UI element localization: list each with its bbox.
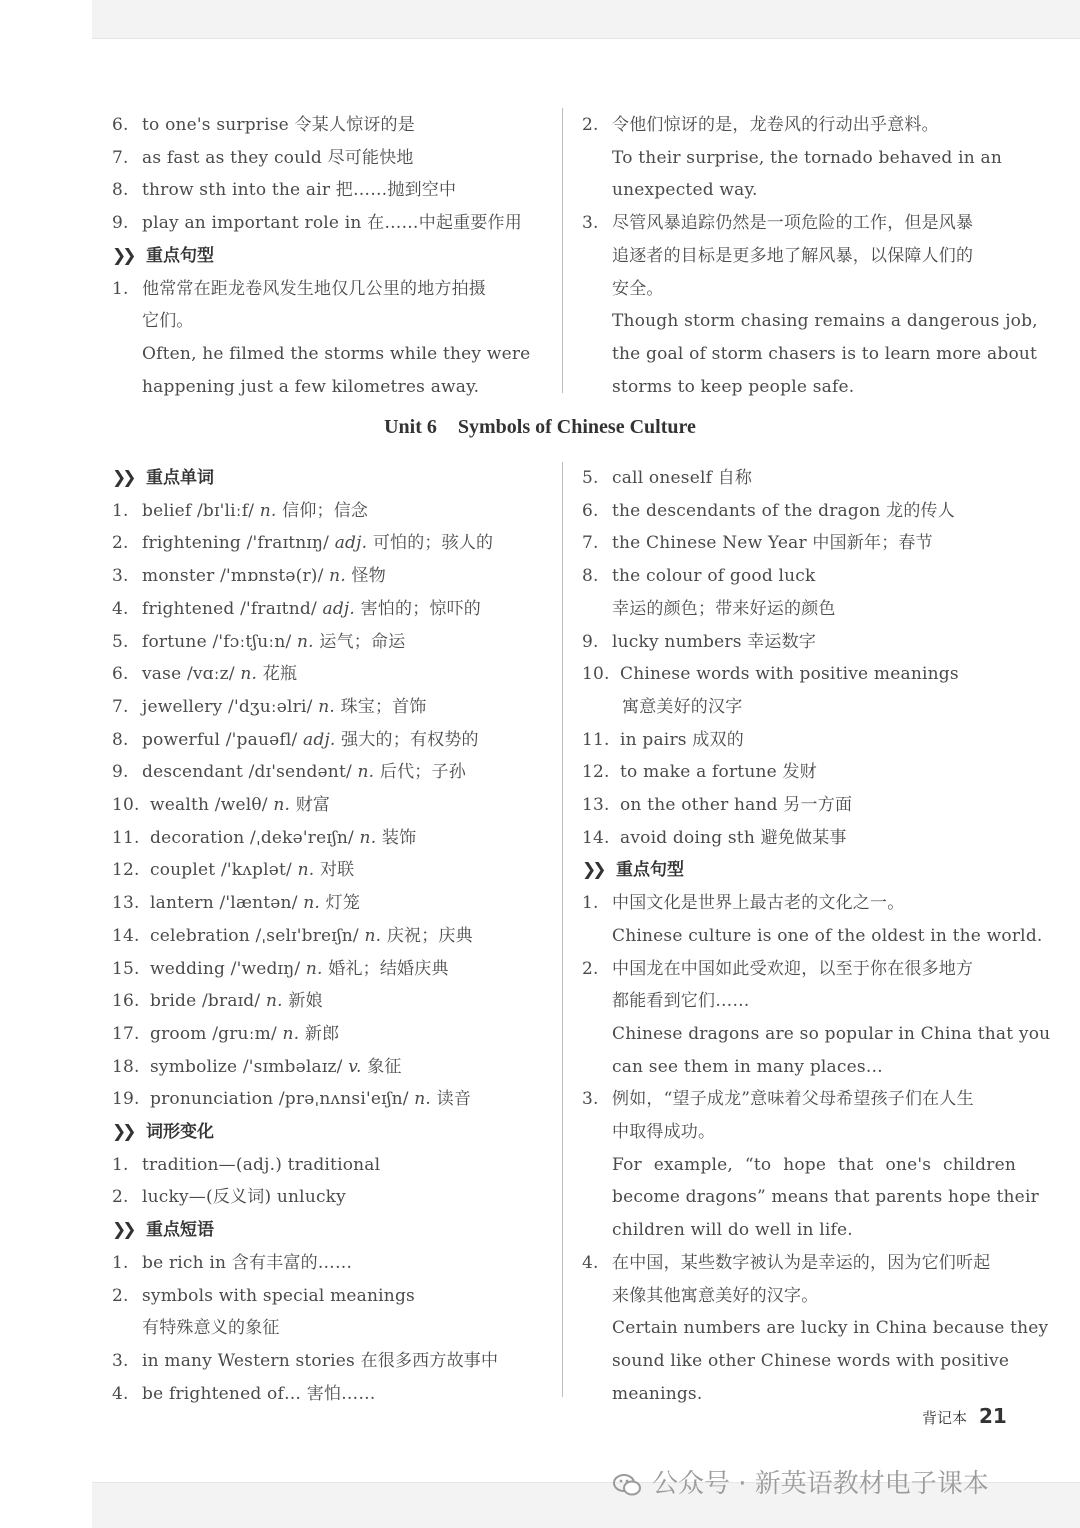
item-text: Though storm chasing remains a dangerous job,: [612, 311, 1038, 332]
text-line: [582, 305, 1038, 338]
item-text: to one's surprise 令某人惊讶的是: [142, 115, 415, 135]
text-line: [582, 1149, 1016, 1182]
item-text: 安全。: [612, 278, 664, 299]
word-word: fortune: [142, 631, 207, 652]
word-cn: 庆祝；庆典: [386, 925, 473, 946]
word-cn: 财富: [295, 795, 331, 815]
text-line: [112, 273, 544, 306]
word-pos: n.: [240, 664, 258, 685]
word-entry: [112, 724, 544, 757]
word-cn: 婚礼；结婚庆典: [328, 958, 449, 979]
item-text: 都能看到它们……: [612, 991, 750, 1012]
word-text: [150, 1083, 471, 1116]
watermark-text: 公众号 · 新英语教材电子课本: [652, 1469, 989, 1499]
item-text: in pairs 成双的: [620, 729, 744, 750]
word-pos: n.: [305, 958, 323, 979]
word-entry: [112, 887, 544, 920]
word-ipa: /gruːm/: [212, 1023, 277, 1044]
item-text: 寓意美好的汉字: [622, 696, 743, 717]
page-footer: [922, 1404, 1007, 1428]
item-text: be rich in 含有丰富的……: [142, 1252, 353, 1273]
item-text: on the other hand 另一方面: [620, 795, 853, 815]
text-line: [582, 495, 1016, 528]
section-heading: [112, 462, 214, 495]
item-text: 他常常在距龙卷风发生地仅几公里的地方拍摄: [142, 278, 486, 299]
item-number: 7.: [582, 533, 599, 554]
item-number: 8.: [112, 729, 129, 750]
section-heading: [582, 854, 684, 887]
double-chevron-icon: ❯❯: [112, 245, 133, 266]
watermark: [612, 1463, 989, 1500]
word-pos: n.: [414, 1089, 432, 1110]
item-number: 9.: [112, 762, 129, 783]
text-line: [112, 1149, 544, 1182]
item-number: 19.: [112, 1089, 140, 1110]
text-line: [582, 560, 1016, 593]
item-text: 它们。: [142, 311, 194, 332]
word-cn: 害怕的；惊吓的: [360, 598, 482, 619]
item-number: 7.: [112, 696, 129, 717]
word-word: lantern: [150, 893, 214, 914]
bottom-right-column: [582, 462, 1051, 1407]
word-ipa: /'sɪmbəlaɪz/: [242, 1056, 343, 1077]
word-ipa: /bɪ'liːf/: [196, 500, 255, 521]
text-line: [112, 207, 544, 240]
item-number: 3.: [112, 566, 129, 587]
item-number: 2.: [112, 533, 129, 554]
word-word: vase: [142, 664, 182, 685]
word-entry: [112, 560, 544, 593]
word-text: [142, 527, 493, 560]
section-heading: [112, 240, 214, 273]
word-pos: n.: [265, 991, 283, 1012]
item-text: Chinese culture is one of the oldest in the world.: [612, 925, 1043, 946]
text-line: [112, 142, 544, 175]
word-ipa: /'læntən/: [219, 893, 298, 914]
text-line: [582, 789, 1016, 822]
item-text: throw sth into the air 把……抛到空中: [142, 180, 457, 201]
item-number: 5.: [582, 468, 599, 488]
word-word: celebration: [150, 925, 250, 946]
word-entry: [112, 593, 544, 626]
column-divider-bottom: [562, 462, 563, 1397]
item-number: 17.: [112, 1023, 140, 1044]
item-number: 10.: [582, 664, 610, 685]
text-line: [112, 109, 544, 142]
word-pos: adj.: [322, 598, 355, 619]
word-text: [142, 756, 466, 789]
word-ipa: /'pauəfl/: [225, 729, 298, 750]
item-text: lucky—(反义词) unlucky: [142, 1187, 346, 1208]
word-pos: n.: [282, 1023, 300, 1044]
item-number: 2.: [582, 115, 599, 135]
word-ipa: /braɪd/: [202, 991, 261, 1012]
word-cn: 强大的；有权势的: [341, 729, 479, 750]
page-number: 21: [979, 1404, 1007, 1428]
item-text: 中国文化是世界上最古老的文化之一。: [612, 893, 905, 914]
word-ipa: /welθ/: [214, 795, 268, 815]
item-text: 来像其他寓意美好的汉字。: [612, 1285, 819, 1306]
word-cn: 装饰: [381, 827, 417, 848]
text-line: [582, 1181, 1039, 1214]
word-entry: [112, 1018, 544, 1051]
text-line: [582, 338, 1038, 371]
word-ipa: /dɪ'sendənt/: [248, 762, 352, 783]
text-line: [112, 371, 544, 404]
item-number: 6.: [582, 500, 599, 521]
word-entry: [112, 920, 544, 953]
word-pos: n.: [357, 762, 375, 783]
text-line: [112, 338, 544, 371]
item-text: happening just a few kilometres away.: [142, 376, 480, 397]
word-word: frightening: [142, 533, 241, 554]
item-text: call oneself 自称: [612, 468, 753, 488]
word-ipa: /ˌselɪ'breɪʃn/: [255, 925, 359, 946]
item-text: 在中国，某些数字被认为是幸运的，因为它们听起: [612, 1252, 991, 1273]
section-heading-label: 重点短语: [146, 1220, 214, 1241]
section-heading-label: 重点单词: [146, 468, 214, 488]
word-ipa: /'mɒnstə(r)/: [220, 566, 324, 587]
text-line: [582, 109, 1016, 142]
text-line: [582, 593, 1016, 626]
item-number: 8.: [112, 180, 129, 201]
text-line: [582, 174, 1016, 207]
word-entry: [112, 495, 544, 528]
item-number: 18.: [112, 1056, 140, 1077]
word-cn: 象征: [367, 1056, 402, 1077]
item-text: 有特殊意义的象征: [142, 1318, 280, 1339]
word-ipa: /'kʌplət/: [220, 860, 292, 881]
text-line: [112, 174, 544, 207]
item-text: 中国龙在中国如此受欢迎，以至于你在很多地方: [612, 958, 974, 979]
item-number: 8.: [582, 566, 599, 587]
item-number: 2.: [582, 958, 599, 979]
word-pos: n.: [364, 925, 382, 946]
item-text: to make a fortune 发财: [620, 762, 817, 783]
top-left-column: [112, 109, 544, 399]
word-pos: n.: [259, 500, 277, 521]
word-cn: 灯笼: [325, 893, 361, 914]
word-text: [142, 691, 427, 724]
item-number: 1.: [112, 1154, 129, 1175]
item-number: 14.: [582, 827, 610, 848]
double-chevron-icon: ❯❯: [112, 468, 133, 488]
text-line: [582, 691, 1016, 724]
text-line: [582, 1018, 1051, 1051]
text-line: [582, 1345, 1016, 1378]
word-text: [142, 658, 297, 691]
double-chevron-icon: ❯❯: [112, 1220, 133, 1241]
word-entry: [112, 691, 544, 724]
item-text: the goal of storm chasers is to learn more about: [612, 343, 1038, 364]
word-word: descendant: [142, 762, 243, 783]
text-line: [112, 1181, 544, 1214]
word-cn: 可怕的；骇人的: [372, 533, 494, 554]
item-text: 幸运的颜色；带来好运的颜色: [612, 598, 836, 619]
word-ipa: /'fraɪtnd/: [240, 598, 317, 619]
item-text: the descendants of the dragon 龙的传人: [612, 500, 955, 521]
word-ipa: /'wedɪŋ/: [230, 958, 301, 979]
word-cn: 新郎: [304, 1023, 340, 1044]
text-line: [112, 1312, 544, 1345]
item-number: 1.: [112, 500, 129, 521]
word-word: monster: [142, 566, 215, 587]
section-heading-label: 重点句型: [616, 860, 684, 881]
item-text: become dragons” means that parents hope their: [612, 1187, 1039, 1208]
word-pos: n.: [273, 795, 291, 815]
double-chevron-icon: ❯❯: [582, 860, 603, 881]
item-number: 1.: [112, 278, 129, 299]
word-pos: n.: [329, 566, 346, 587]
word-entry: [112, 527, 544, 560]
item-text: To their surprise, the tornado behaved in an: [612, 147, 1002, 168]
text-line: [112, 305, 544, 338]
item-text: For example, “to hope that one's children: [612, 1154, 1016, 1175]
word-text: [142, 626, 405, 659]
word-ipa: /'fɔːtʃuːn/: [212, 631, 292, 652]
text-line: [582, 1051, 1016, 1084]
item-text: unexpected way.: [612, 180, 758, 201]
word-ipa: /vɑːz/: [186, 664, 235, 685]
item-number: 2.: [112, 1187, 129, 1208]
word-pos: n.: [297, 631, 314, 652]
word-cn: 花瓶: [262, 664, 298, 685]
word-word: powerful: [142, 729, 221, 750]
word-text: [150, 887, 360, 920]
word-entry: [112, 789, 544, 822]
unit-name: Symbols of Chinese Culture: [457, 416, 696, 438]
word-text: [150, 1051, 402, 1084]
item-text: lucky numbers 幸运数字: [612, 631, 817, 652]
item-text: 令他们惊讶的是，龙卷风的行动出乎意料。: [612, 115, 939, 135]
word-text: [150, 822, 416, 855]
item-number: 3.: [582, 1089, 599, 1110]
word-ipa: /ˌdekə'reɪʃn/: [250, 827, 354, 848]
item-number: 13.: [112, 893, 140, 914]
item-number: 9.: [582, 631, 599, 652]
item-number: 10.: [112, 795, 140, 815]
item-text: play an important role in 在……中起重要作用: [142, 213, 522, 234]
item-number: 12.: [582, 762, 610, 783]
item-number: 14.: [112, 925, 140, 946]
word-word: groom: [150, 1023, 207, 1044]
item-text: can see them in many places…: [612, 1056, 883, 1077]
unit-label: Unit 6: [384, 416, 437, 438]
item-number: 15.: [112, 958, 140, 979]
text-line: [112, 1247, 544, 1280]
item-text: be frightened of… 害怕……: [142, 1383, 376, 1404]
item-text: Certain numbers are lucky in China because they: [612, 1318, 1049, 1339]
section-heading: [112, 1116, 214, 1149]
word-text: [150, 920, 473, 953]
word-cn: 新娘: [288, 991, 323, 1012]
word-ipa: /'dʒuːəlri/: [228, 696, 313, 717]
word-word: couplet: [150, 860, 216, 881]
double-chevron-icon: ❯❯: [112, 1122, 133, 1142]
word-text: [150, 953, 449, 986]
item-text: the Chinese New Year 中国新年；春节: [612, 533, 933, 554]
item-text: sound like other Chinese words with positive: [612, 1350, 1010, 1371]
item-number: 2.: [112, 1285, 129, 1306]
text-line: [112, 1378, 544, 1411]
word-word: jewellery: [142, 696, 223, 717]
text-line: [582, 207, 1016, 240]
item-number: 6.: [112, 664, 129, 685]
word-entry: [112, 985, 544, 1018]
item-number: 6.: [112, 115, 129, 135]
item-number: 3.: [112, 1350, 129, 1371]
item-text: in many Western stories 在很多西方故事中: [142, 1350, 499, 1371]
text-line: [582, 1214, 1016, 1247]
word-entry: [112, 756, 544, 789]
item-text: 中取得成功。: [612, 1122, 716, 1142]
item-number: 4.: [112, 1383, 129, 1404]
item-number: 3.: [582, 213, 599, 234]
word-word: wealth: [150, 795, 210, 815]
text-line: [582, 887, 1016, 920]
word-entry: [112, 822, 544, 855]
word-entry: [112, 626, 544, 659]
word-cn: 后代；子孙: [379, 762, 466, 783]
word-ipa: /'fraɪtnɪŋ/: [246, 533, 330, 554]
item-text: as fast as they could 尽可能快地: [142, 147, 414, 168]
word-word: bride: [150, 991, 197, 1012]
column-divider-top: [562, 108, 563, 393]
text-line: [112, 1280, 544, 1313]
word-pos: adj.: [303, 729, 336, 750]
word-cn: 对联: [319, 860, 355, 881]
text-line: [582, 273, 1016, 306]
text-line: [582, 626, 1016, 659]
text-line: [582, 920, 1043, 953]
text-line: [582, 1116, 1016, 1149]
item-text: meanings.: [612, 1383, 703, 1404]
word-pos: n.: [359, 827, 377, 848]
unit-title: [0, 416, 1080, 439]
word-word: decoration: [150, 827, 245, 848]
item-number: 9.: [112, 213, 129, 234]
word-cn: 怪物: [351, 566, 386, 587]
word-text: [142, 593, 481, 626]
word-text: [142, 495, 368, 528]
item-text: Often, he filmed the storms while they were: [142, 343, 531, 364]
text-line: [582, 822, 1016, 855]
item-number: 11.: [112, 827, 140, 848]
item-text: children will do well in life.: [612, 1220, 853, 1241]
word-pos: adj.: [334, 533, 368, 554]
item-number: 16.: [112, 991, 140, 1012]
item-number: 4.: [582, 1252, 599, 1273]
text-line: [582, 527, 1016, 560]
word-pos: n.: [303, 893, 321, 914]
text-line: [582, 142, 1016, 175]
item-number: 1.: [582, 893, 599, 914]
word-cn: 信仰；信念: [282, 500, 369, 521]
word-cn: 运气；命运: [319, 631, 406, 652]
wechat-icon: [612, 1473, 642, 1497]
word-pos: v.: [348, 1056, 362, 1077]
item-text: 尽管风暴追踪仍然是一项危险的工作，但是风暴: [612, 213, 974, 234]
text-line: [582, 1280, 1016, 1313]
text-line: [582, 371, 1016, 404]
word-entry: [112, 1083, 544, 1116]
item-text: 追逐者的目标是更多地了解风暴，以保障人们的: [612, 245, 974, 266]
word-entry: [112, 854, 544, 887]
text-line: [582, 756, 1016, 789]
word-text: [142, 560, 386, 593]
item-text: avoid doing sth 避免做某事: [620, 827, 847, 848]
word-text: [150, 789, 330, 822]
section-heading-label: 重点句型: [146, 245, 214, 266]
word-cn: 珠宝；首饰: [340, 696, 427, 717]
text-line: [582, 953, 1016, 986]
item-number: 1.: [112, 1252, 129, 1273]
item-text: 例如，“望子成龙”意味着父母希望孩子们在人生: [612, 1089, 974, 1110]
text-line: [582, 985, 1016, 1018]
word-word: wedding: [150, 958, 226, 979]
top-right-column: [582, 109, 1038, 399]
item-text: the colour of good luck: [612, 566, 816, 587]
word-text: [142, 724, 479, 757]
word-text: [150, 854, 354, 887]
word-word: symbolize: [150, 1056, 238, 1077]
word-cn: 读音: [436, 1089, 472, 1110]
item-number: 5.: [112, 631, 129, 652]
section-heading: [112, 1214, 214, 1247]
text-line: [582, 1312, 1049, 1345]
item-number: 13.: [582, 795, 610, 815]
word-word: pronunciation: [150, 1089, 274, 1110]
text-line: [582, 462, 1016, 495]
word-pos: n.: [297, 860, 315, 881]
word-text: [150, 1018, 339, 1051]
word-text: [150, 985, 323, 1018]
word-word: belief: [142, 500, 192, 521]
text-line: [112, 1345, 544, 1378]
word-entry: [112, 658, 544, 691]
item-text: symbols with special meanings: [142, 1285, 415, 1306]
word-word: frightened: [142, 598, 235, 619]
footer-label: 背记本: [922, 1409, 968, 1427]
text-line: [582, 1247, 1016, 1280]
word-pos: n.: [318, 696, 335, 717]
text-line: [582, 240, 1016, 273]
item-text: storms to keep people safe.: [612, 376, 855, 397]
item-number: 11.: [582, 729, 610, 750]
item-text: Chinese words with positive meanings: [620, 664, 959, 685]
text-line: [582, 658, 1016, 691]
bottom-left-column: [112, 462, 544, 1407]
section-heading-label: 词形变化: [146, 1122, 214, 1142]
text-line: [582, 1083, 1016, 1116]
word-entry: [112, 1051, 544, 1084]
text-line: [582, 724, 1016, 757]
word-ipa: /prəˌnʌnsi'eɪʃn/: [278, 1089, 409, 1110]
item-number: 4.: [112, 598, 129, 619]
item-number: 12.: [112, 860, 140, 881]
top-scan-edge: [92, 0, 1080, 39]
item-text: tradition—(adj.) traditional: [142, 1154, 381, 1175]
word-entry: [112, 953, 544, 986]
item-number: 7.: [112, 147, 129, 168]
item-text: Chinese dragons are so popular in China that you: [612, 1023, 1051, 1044]
